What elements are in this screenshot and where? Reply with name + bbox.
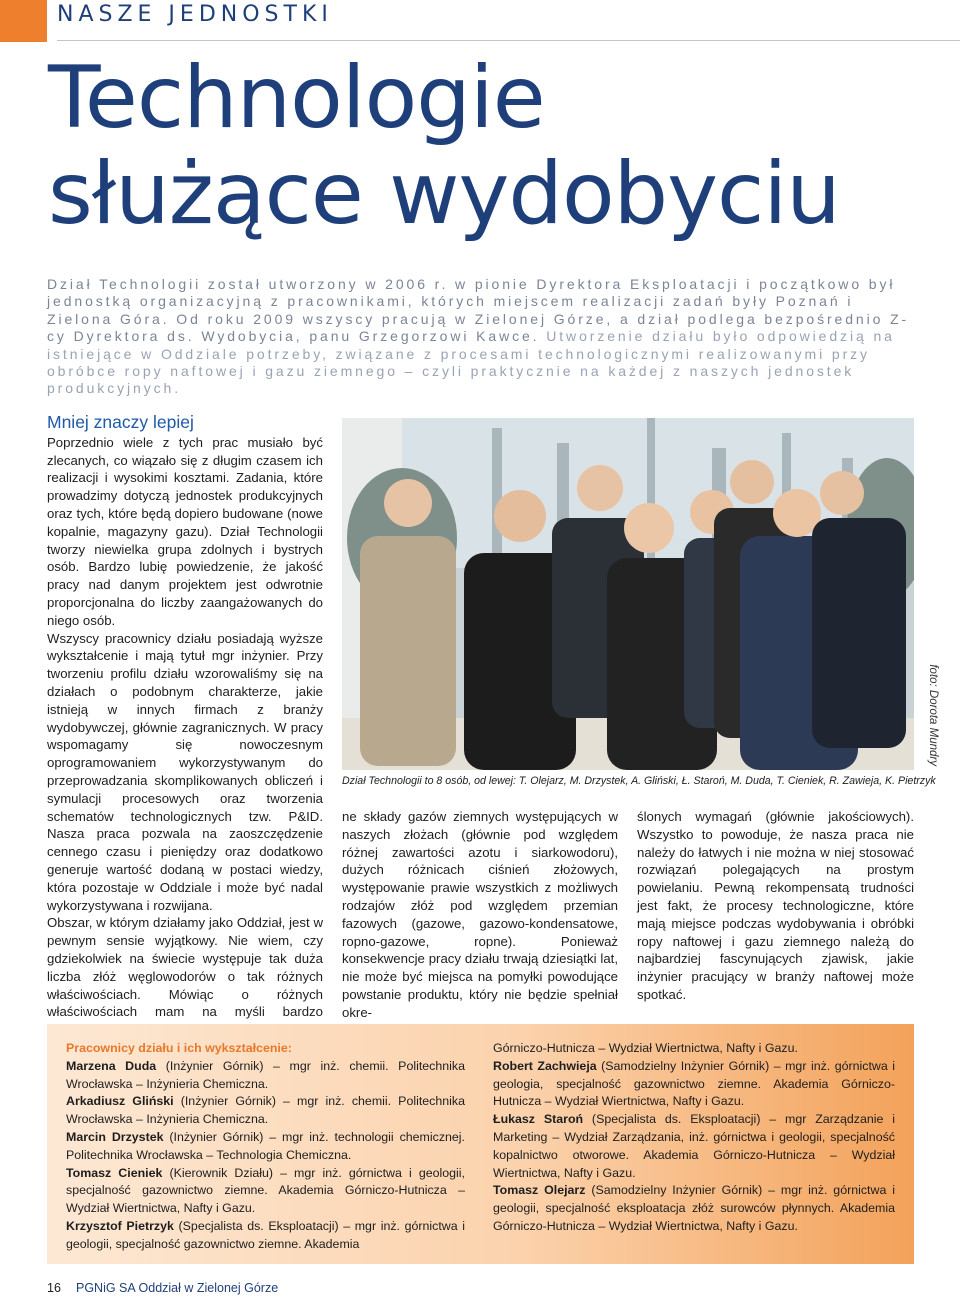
staff-desc: (Inżynier Górnik) – mgr inż. technologii chemicznej. Politechnika Wrocławska – Technologia Chemiczna. (66, 1129, 465, 1162)
staff-entry (66, 1129, 465, 1165)
article-title (48, 50, 840, 242)
lead-part-1: Dział Technologii został utworzony w 2006 r. w pionie Dyrektora Eksploatacji i początkowo był jednostką organizacyjną z pracownikami, których miejscem realizacji zadań były Poznań i Zielona Góra. Od roku 2009 wszyscy pracują w Zielonej Górze, a dział podlega bezpośrednio Z-cy Dyrektora ds. Wydobycia, panu Grzegorzowi Kawce. (47, 276, 910, 345)
paragraph: Wszyscy pracownicy działu posiadają wyższe wykształcenie i mają tytuł mgr inżynier. Przy tworzeniu profilu działu wzorowaliśmy się na działach o podobnym charakterze, jakie istnieją w innych firmach z branży wydobywczej, głównie zagranicznych. W pracy wspomagamy się nowoczesnym oprogramowaniem wykorzystywanym do przeprowadzania skomplikowanych obliczeń i symulacji procesowych oraz tworzenia schematów technologicznych tzw. P&ID. Nasza praca pozwala na zaoszczędzenie cennego czasu i pieniędzy oraz dodatkowo generuje wartość dodaną w postaci wiedzy, która pozostaje w Oddziale i może być nadal wykorzystywana i rozwijana. (47, 630, 323, 913)
photo-caption: Dział Technologii to 8 osób, od lewej: T. Olejarz, M. Drzystek, A. Gliński, Ł. Staroń, M. Duda, T. Cieniek, R. Zawieja, K. Pietrzyk (342, 775, 936, 787)
column-2 (342, 808, 618, 1022)
staff-entry (66, 1058, 465, 1094)
paragraph: ne składy gazów ziemnych występujących w naszych złożach (głównie pod względem różnej zawartości azotu i siarkowodoru), dużych różnicach ciśnień złożowych, występowanie prawie wszystkich z możliwych rodzajów złóż pod względem przemian fazowych (gazowe, gazowo-kondensatowe, ropno-gazowe, ropne). Ponieważ konsekwencje pracy działu trwają dziesiątki lat, nie może być miejsca na pomyłki powodujące powstanie produktu, który nie będzie spełniał okre- (342, 809, 618, 1020)
staff-box-right-column (493, 1040, 895, 1236)
paragraph: Obszar, w którym działamy jako Oddział, jest w pewnym sensie wyjątkowy. Nie wiem, czy gdziekolwiek na świecie występuje tak duża liczba złóż węglowodorów o tak różnych właściwościach. Mówiąc o różnych właściwościach mam na myśli bardzo (47, 915, 323, 1020)
staff-entry (66, 1093, 465, 1129)
staff-entry (493, 1182, 895, 1235)
staff-entry (66, 1218, 465, 1254)
staff-name: Arkadiusz Gliński (66, 1094, 174, 1109)
title-line-2: służące wydobyciu (48, 144, 840, 244)
staff-desc: (Inżynier Górnik) – mgr inż. chemii. Politechnika Wrocławska – Inżynieria Chemiczna. (66, 1094, 465, 1127)
staff-name: Tomasz Cieniek (66, 1165, 163, 1180)
staff-entry-continuation: Górniczo-Hutnicza – Wydział Wiertnictwa, Nafty i Gazu. (493, 1041, 798, 1055)
column-3 (637, 808, 914, 1004)
paragraph: Poprzednio wiele z tych prac musiało być zlecanych, co wiązało się z długim czasem ich realizacji i wysokimi kosztami. Zadania, które prowadzimy dotyczą jednostek produkcyjnych oraz tych, które będą dopiero budowane (nowe kopalnie, magazyny gazu). Dział Technologii tworzy niewielka grupa zdolnych i bystrych osób. Bardzo lubię powiedzenie, że jakość pracy nad danym projektem jest odwrotnie proporcjonalna do liczby zaangażowanych do niego osób. (47, 434, 323, 628)
section-label: NASZE JEDNOSTKI (57, 2, 333, 27)
staff-entry (493, 1111, 895, 1182)
staff-name: Robert Zachwieja (493, 1058, 597, 1073)
staff-desc: (Samodzielny Inżynier Górnik) – mgr inż. górnictwa i geologia, specjalność gazownictwo ziemne. Akademia Górniczo-Hutnicza – Wydział Wiertnictwa, Nafty i Gazu. (493, 1058, 896, 1109)
column-1 (47, 414, 323, 1039)
paragraph: ślonych wymagań (głównie jakościowych). Wszystko to powoduje, że nasza praca nie należy do łatwych i nie można w niej stosować rozwiązań polegających na prostym powielaniu. Pewną rekompensatą trudności jest fakt, że procesy technologiczne, które mają miejsce podczas wydobywania i obróbki ropy naftowej i gazu ziemnego należą do najbardziej fascynujących zjawisk, jakie inżynier pracujący w branży naftowej może spotkać. (637, 809, 914, 1002)
header-divider (57, 40, 960, 41)
staff-desc: (Samodzielny Inżynier Górnik) – mgr inż. górnictwa i geologii, specjalność eksploatacja złóż surowców płynnych. Akademia Górniczo-Hutnicza – Wydział Wiertnictwa, Nafty i Gazu. (493, 1183, 895, 1233)
staff-entry (66, 1165, 465, 1218)
subheading: Mniej znaczy lepiej (47, 412, 194, 432)
staff-box (47, 1024, 914, 1264)
article-lead (47, 276, 917, 398)
staff-name: Marzena Duda (66, 1058, 157, 1073)
page-number: 16 (47, 1281, 61, 1295)
staff-name: Łukasz Staroń (493, 1112, 584, 1127)
staff-desc: (Kierownik Działu) – mgr inż. górnictwa i geologii, specjalność gazownictwo ziemne. Akademia Górniczo-Hutnicza – Wydział Wiertnictwa, Nafty i Gazu. (66, 1165, 465, 1216)
publication-name: PGNiG SA Oddział w Zielonej Górze (76, 1281, 279, 1295)
staff-name: Krzysztof Pietrzyk (66, 1218, 174, 1233)
staff-desc: (Specjalista ds. Eksploatacji) – mgr Zarządzanie i Marketing – Wydział Zarządzania, inż. górnictwa i geologii, specjalność kopalnictwo otworowe. Akademia Górniczo-Hutnicza – Wydział Wiertnictwa, Nafty i Gazu. (493, 1112, 895, 1180)
staff-desc: (Specjalista ds. Eksploatacji) – mgr inż. górnictwa i geologii, specjalność gazownictwo ziemne. Akademia (66, 1218, 466, 1251)
staff-desc: (Inżynier Górnik) – mgr inż. chemii. Politechnika Wrocławska – Inżynieria Chemiczna. (66, 1058, 465, 1091)
staff-name: Marcin Drzystek (66, 1129, 164, 1144)
staff-name: Tomasz Olejarz (493, 1183, 586, 1198)
team-photo (342, 418, 914, 770)
staff-entry (493, 1058, 895, 1111)
section-color-tab (0, 0, 47, 42)
lead-part-2: Utworzenie działu było odpowiedzią na istniejące w Oddziale potrzeby, związane z procesami technologicznymi realizowanymi przy obróbce ropy naftowej i gazu ziemnego – czyli praktycznie na każdej z naszych jednostek produkcyjnych. (47, 328, 895, 397)
photo-credit-text: foto: Dorota Mundry (927, 664, 939, 766)
staff-box-title: Pracownicy działu i ich wykształcenie: (66, 1041, 292, 1055)
title-line-1: Technologie (48, 48, 545, 148)
staff-box-left-column (66, 1040, 465, 1254)
photo-credit (917, 418, 939, 770)
